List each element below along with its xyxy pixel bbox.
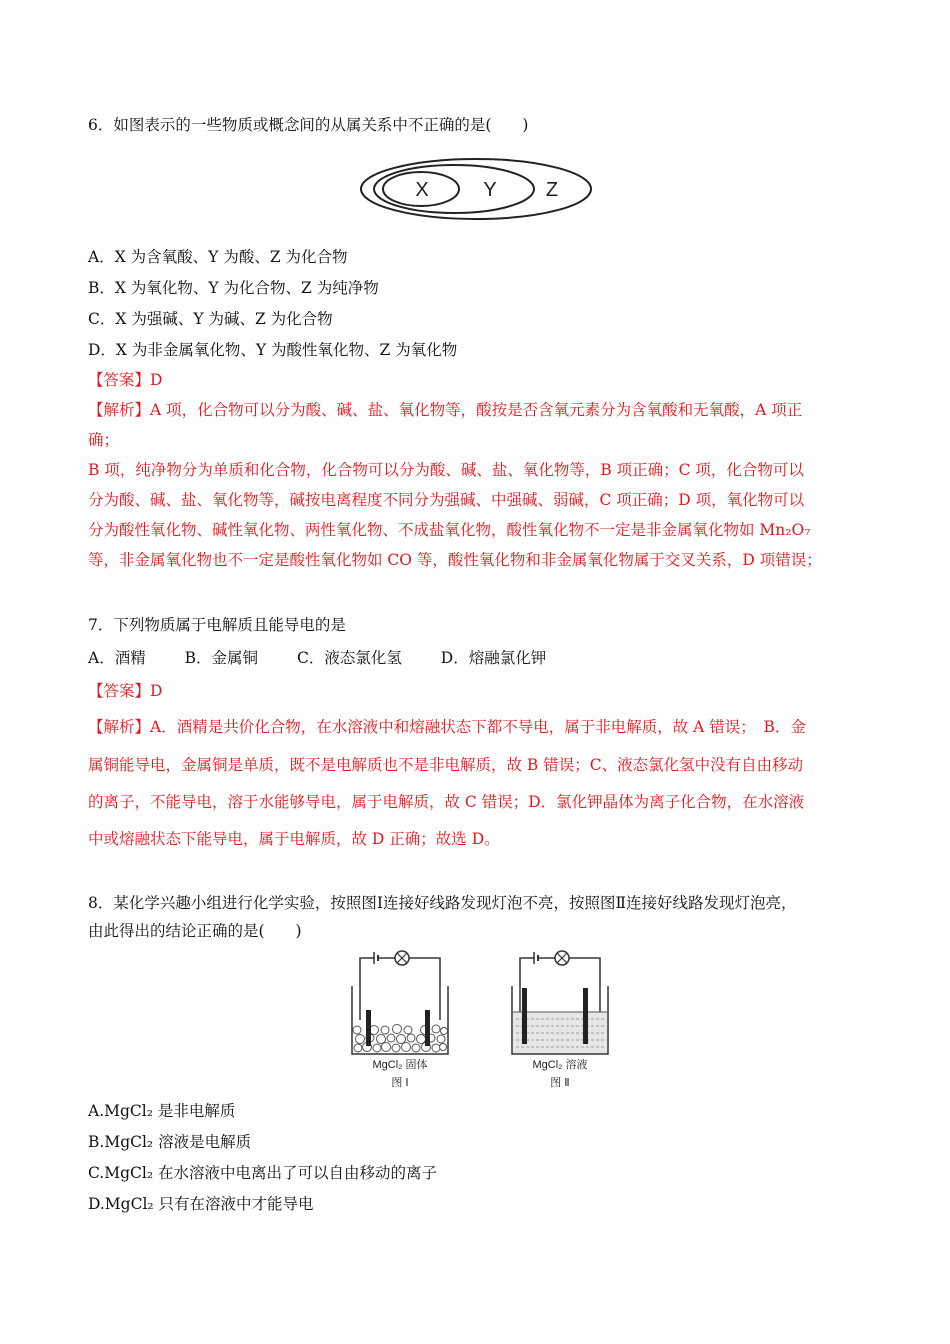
q7-option-c: C．液态氯化氢 xyxy=(296,649,402,667)
q8-figure-1 xyxy=(340,948,460,1094)
q7-analysis-line: 中或熔融状态下能导电，属于电解质，故 D 正确；故选 D。 xyxy=(88,830,500,848)
q7-option-a: A．酒精 xyxy=(88,649,146,667)
q6-analysis-line: 分为酸性氧化物、碱性氧化物、两性氧化物、不成盐氧化物，酸性氧化物不一定是非金属氧化物如 Mn₂O₇ xyxy=(88,521,811,539)
q7-analysis-line: 的离子，不能导电，溶于水能够导电，属于电解质，故 C 错误；D．氯化钾晶体为离子化合物，在水溶液 xyxy=(88,793,805,811)
q7-option-b: B．金属铜 xyxy=(184,649,259,667)
venn-label-z: Z xyxy=(545,179,559,201)
q8-stem-line: 8．某化学兴趣小组进行化学实验，按照图Ⅰ连接好线路发现灯泡不亮，按照图Ⅱ连接好线路发现灯泡亮， xyxy=(88,894,797,912)
q6-analysis-line: 分为酸、碱、盐、氧化物等，碱按电离程度不同分为强碱、中强碱、弱碱，C 项正确；D 项，氧化物可以 xyxy=(88,491,805,509)
q8-option-c: C.MgCl₂ 在水溶液中电离出了可以自由移动的离子 xyxy=(88,1164,437,1182)
venn-label-y: Y xyxy=(483,179,497,201)
q8-figure-2 xyxy=(500,948,620,1094)
q6-analysis-line: 确； xyxy=(88,431,120,449)
q8-option-b: B.MgCl₂ 溶液是电解质 xyxy=(88,1133,252,1151)
q8-figure-2-caption: 图 Ⅱ xyxy=(550,1077,570,1089)
q7-options xyxy=(88,647,580,669)
q7-analysis-line: 属铜能导电，金属铜是单质，既不是电解质也不是非电解质，故 B 错误；C、液态氯化氢中没有自由移动 xyxy=(88,756,804,774)
q8-stem-line: 由此得出的结论正确的是( ) xyxy=(88,922,302,940)
q6-option-d: D．X 为非金属氧化物、Y 为酸性氧化物、Z 为氧化物 xyxy=(88,341,458,359)
q6-answer: 【答案】D xyxy=(88,371,163,389)
q7-answer: 【答案】D xyxy=(88,682,163,700)
q6-stem: 6．如图表示的一些物质或概念间的从属关系中不正确的是( ) xyxy=(88,116,529,134)
q8-figure-1-label: MgCl₂ 固体 xyxy=(372,1059,428,1071)
q6-analysis-line: B 项，纯净物分为单质和化合物，化合物可以分为酸、碱、盐、氧化物等，B 项正确；C 项，化合物可以 xyxy=(88,461,804,479)
q7-analysis-line: 【解析】A．酒精是共价化合物，在水溶液中和熔融状态下都不导电，属于非电解质，故 A 错误； B．金 xyxy=(88,718,806,736)
q7-option-d: D．熔融氯化钾 xyxy=(440,649,547,667)
q6-analysis-line: 等，非金属氧化物也不一定是酸性氧化物如 CO 等，酸性氧化物和非金属氧化物属于交叉关系，D 项错误； xyxy=(88,551,822,569)
q8-option-d: D.MgCl₂ 只有在溶液中才能导电 xyxy=(88,1195,314,1213)
q6-venn-diagram xyxy=(356,156,596,222)
q8-figure-2-label: MgCl₂ 溶液 xyxy=(532,1059,588,1071)
q6-option-b: B．X 为氧化物、Y 为化合物、Z 为纯净物 xyxy=(88,279,379,297)
q8-figure-1-caption: 图 Ⅰ xyxy=(391,1077,409,1089)
q8-option-a: A.MgCl₂ 是非电解质 xyxy=(88,1102,236,1120)
q7-stem: 7．下列物质属于电解质且能导电的是 xyxy=(88,616,346,634)
q6-option-a: A．X 为含氧酸、Y 为酸、Z 为化合物 xyxy=(88,248,348,266)
q6-option-c: C．X 为强碱、Y 为碱、Z 为化合物 xyxy=(88,310,333,328)
venn-label-x: X xyxy=(415,179,429,201)
q6-analysis-line: 【解析】A 项，化合物可以分为酸、碱、盐、氧化物等，酸按是否含氧元素分为含氧酸和无氧酸，A 项正 xyxy=(88,401,803,419)
